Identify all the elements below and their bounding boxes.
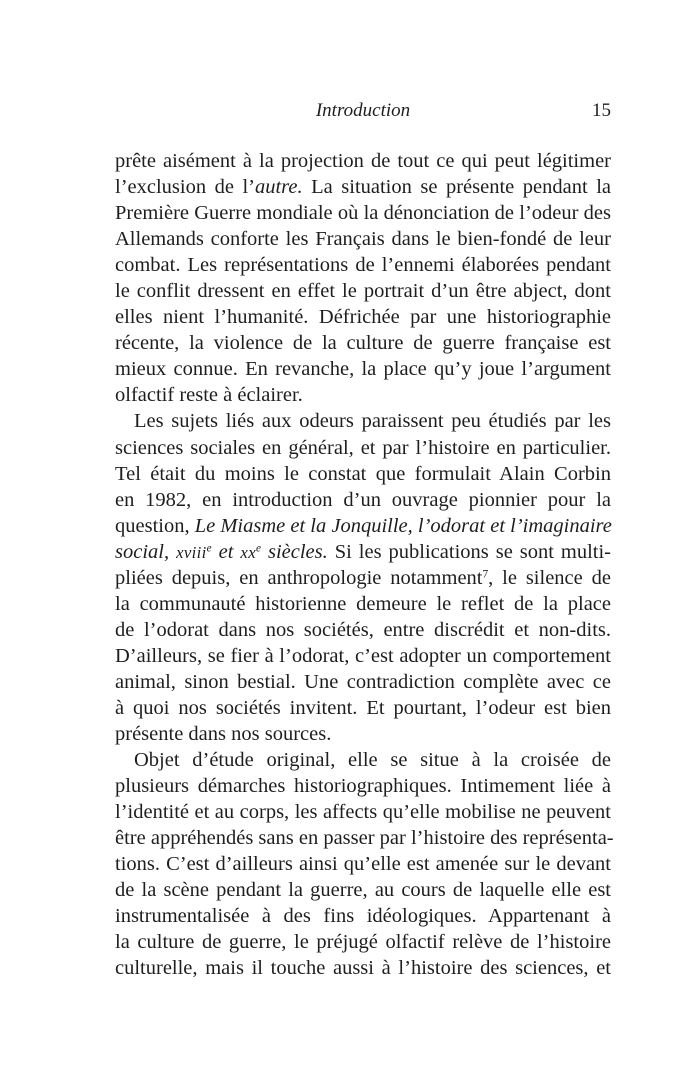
text-run: , le silence de bbox=[488, 566, 611, 589]
running-head bbox=[115, 100, 611, 126]
book-title-run: et bbox=[211, 540, 241, 563]
text-line: D’ailleurs, se fier à l’odorat, c’est adopter un comportement bbox=[115, 644, 611, 667]
superscript: e bbox=[206, 541, 212, 554]
text-line: à quoi nos sociétés invitent. Et pourtant, l’odeur est bien bbox=[115, 696, 611, 719]
text-line bbox=[115, 539, 611, 565]
text-run: pliées depuis, en anthropologie notamment bbox=[115, 566, 483, 589]
text-line: tions. C’est d’ailleurs ainsi qu’elle est amenée sur le devant bbox=[115, 853, 611, 876]
text-line: Objet d’étude original, elle se situe à la croisée de bbox=[134, 749, 611, 772]
text-line: sciences sociales en général, et par l’histoire en particulier. bbox=[115, 436, 611, 459]
text-line: Première Guerre mondiale où la dénonciation de l’odeur des bbox=[115, 202, 611, 225]
text-line: olfactif reste à éclairer. bbox=[115, 384, 303, 407]
text-line: animal, sinon bestial. Une contradiction complète avec ce bbox=[115, 670, 611, 693]
text-line: Les sujets liés aux odeurs paraissent peu étudiés par les bbox=[134, 410, 611, 433]
text-line: l’identité et au corps, les affects qu’elle mobilise ne peuvent bbox=[115, 801, 611, 824]
footnote-reference: 7 bbox=[482, 568, 489, 580]
text-line: en 1982, en introduction d’un ouvrage pionnier pour la bbox=[115, 488, 611, 511]
text-line: le conflit dressent en effet le portrait d’un être abject, dont bbox=[115, 280, 611, 303]
text-line bbox=[115, 513, 611, 539]
text-line: plusieurs démarches historiographiques. Intimement liée à bbox=[115, 775, 611, 798]
text-line: la communauté historienne demeure le reflet de la place bbox=[115, 592, 611, 615]
text-line: mieux connue. En revanche, la place qu’y joue l’argument bbox=[115, 358, 611, 381]
text-line bbox=[115, 174, 611, 200]
text-line: Allemands conforte les Français dans le bien-fondé de leur bbox=[115, 228, 611, 251]
paragraph-2 bbox=[115, 408, 611, 747]
running-title: Introduction bbox=[315, 100, 411, 121]
text-line: être appréhendés sans en passer par l’histoire des représenta- bbox=[115, 827, 614, 850]
page-number: 15 bbox=[592, 100, 611, 121]
text-line: culturelle, mais il touche aussi à l’histoire des sciences, et bbox=[115, 957, 611, 980]
text-line: présente dans nos sources. bbox=[115, 723, 332, 746]
text-line: de la scène pendant la guerre, au cours de laquelle elle est bbox=[115, 879, 611, 902]
century-numeral: xviii bbox=[176, 542, 207, 562]
text-run: l’exclusion de l’ bbox=[115, 176, 255, 199]
text-line: instrumentalisée à des fins idéologiques. Appartenant à bbox=[115, 905, 611, 928]
paragraph-3 bbox=[115, 747, 614, 981]
text-run: question, bbox=[115, 514, 195, 537]
text-line: récente, la violence de la culture de guerre française est bbox=[115, 332, 611, 355]
body-text bbox=[115, 148, 614, 982]
italic-run: autre. bbox=[254, 176, 303, 199]
text-line bbox=[115, 565, 611, 591]
text-line: la culture de guerre, le préjugé olfactif relève de l’histoire bbox=[115, 931, 611, 954]
text-line: combat. Les représentations de l’ennemi élaborées pendant bbox=[115, 254, 611, 277]
book-title-run: social, bbox=[115, 540, 177, 563]
superscript: e bbox=[256, 541, 262, 554]
text-line: Tel était du moins le constat que formulait Alain Corbin bbox=[115, 462, 611, 485]
text-run: Si les publications se sont multi- bbox=[327, 540, 612, 563]
text-line: elles nient l’humanité. Défrichée par une historiographie bbox=[115, 306, 611, 329]
book-title-run: siècles. bbox=[261, 540, 328, 563]
book-title-run: Le Miasme et la Jonquille, l’odorat et l’imaginaire bbox=[194, 514, 612, 537]
century-numeral: xx bbox=[240, 542, 256, 562]
text-line: prête aisément à la projection de tout ce qui peut légitimer bbox=[115, 150, 611, 172]
text-run: La situation se présente pendant la bbox=[302, 176, 611, 199]
text-line: de l’odorat dans nos sociétés, entre discrédit et non-dits. bbox=[115, 618, 611, 641]
paragraph-1 bbox=[115, 148, 611, 408]
